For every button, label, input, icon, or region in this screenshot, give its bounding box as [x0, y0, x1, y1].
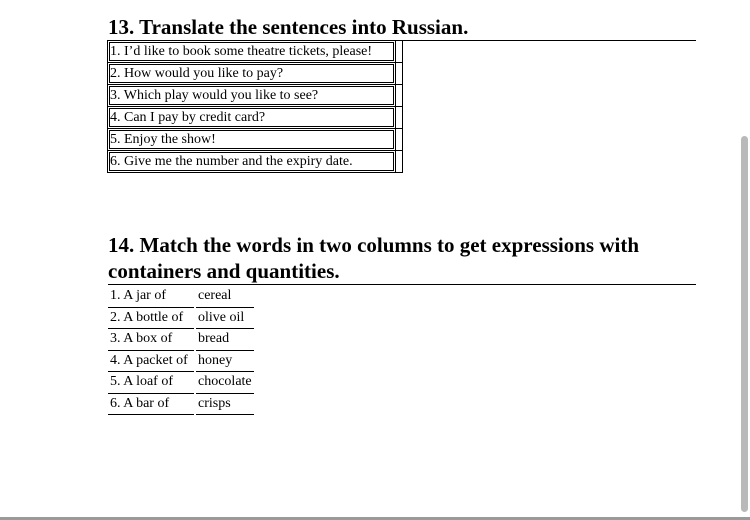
sentence-1: 1. I’d like to book some theatre tickets, please! [108, 41, 396, 63]
table-row [108, 351, 254, 373]
quantity-item: honey [196, 351, 254, 373]
table-row [108, 63, 403, 85]
quantity-item: olive oil [196, 308, 254, 330]
table-row [108, 308, 254, 330]
translation-table [107, 40, 403, 173]
matching-table [108, 286, 254, 415]
sentence-6: 6. Give me the number and the expiry date. [108, 151, 396, 173]
table-row [108, 41, 403, 63]
answer-cell [396, 63, 403, 85]
quantity-item: cereal [196, 286, 254, 308]
container-item: 3. A box of [108, 329, 194, 351]
table-row [108, 286, 254, 308]
answer-cell [396, 151, 403, 173]
sentence-5: 5. Enjoy the show! [108, 129, 396, 151]
answer-cell [396, 107, 403, 129]
quantity-item: bread [196, 329, 254, 351]
table-row [108, 151, 403, 173]
answer-cell [396, 85, 403, 107]
table-row [108, 394, 254, 416]
table-row [108, 329, 254, 351]
container-item: 5. A loaf of [108, 372, 194, 394]
table-row [108, 129, 403, 151]
answer-cell [396, 41, 403, 63]
answer-cell [396, 129, 403, 151]
quantity-item: chocolate [196, 372, 254, 394]
sentence-3: 3. Which play would you like to see? [108, 85, 396, 107]
sentence-4: 4. Can I pay by credit card? [108, 107, 396, 129]
quantity-item: crisps [196, 394, 254, 416]
container-item: 1. A jar of [108, 286, 194, 308]
table-row [108, 107, 403, 129]
section-13-heading: 13. Translate the sentences into Russian. [108, 14, 696, 41]
container-item: 4. A packet of [108, 351, 194, 373]
table-row [108, 372, 254, 394]
vertical-scrollbar[interactable] [741, 136, 748, 512]
section-14-heading: 14. Match the words in two columns to get expressions with containers and quantities. [108, 232, 696, 285]
table-row [108, 85, 403, 107]
container-item: 2. A bottle of [108, 308, 194, 330]
container-item: 6. A bar of [108, 394, 194, 416]
sentence-2: 2. How would you like to pay? [108, 63, 396, 85]
